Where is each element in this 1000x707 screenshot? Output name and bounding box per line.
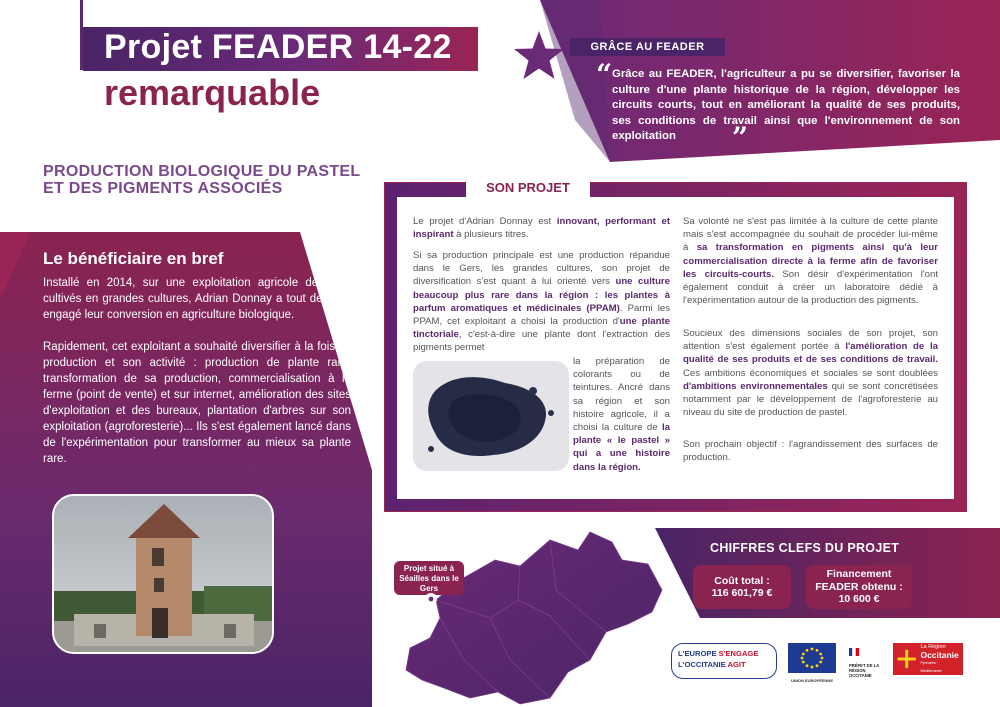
occitanie-map [400,520,690,707]
beneficiary-paragraph-2: Rapidement, cet exploitant a souhaité diversifier à la fois sa production et son activité : production de plante rare, transformation de sa production, commercialisation à la ferme (point de vente) et sur internet, amélioration des sites d'exploitation et des bureaux, plantation d'arbres sur son exploitation (agroforesterie)... Ils s'est également lancé dans de l'expérimentation pour transformer au mieux sa plante rare. [43,341,351,465]
close-quote-icon: ” [732,121,749,154]
son-projet-col2-p3: Son prochain objectif : l'agrandissement des surfaces de production. [683,439,938,464]
feader-funding-label: Financement FEADER obtenu : [815,568,903,593]
son-projet-heading: SON PROJET [466,178,590,198]
feader-funding-value: 10 600 € [838,593,880,606]
son-projet-col2-p1: Sa volonté ne s'est pas limitée à la culture de cette plante mais s'est accompagnée du souhait de procéder lui-même à sa transformation en pigments ainsi qu'à leur commercialisation directe à la ferme afin de favoriser les circuits-courts. Son désir d'expérimentation l'ont également conduit à créer un laboratoire dédié à l'expérimentation autour de la production des pigments. [683,216,938,307]
son-projet-col1-p2: Si sa production principale est une production répandue dans le Gers, les grandes cultures, son projet de diversification s'est quant à lui orienté vers une culture beaucoup plus rare dans la région : les plantes à parfum aromatiques et médicinales (PPAM). Parmi les PPAM, cet exploitant a choisi la production d'une plante tinctoriale, c'est-à-dire une plante dont l'extraction des pigments permet [413,250,670,354]
prefet-logo: PRÉFET DE LA RÉGION OCCITANIE [849,643,883,679]
feader-quote: Grâce au FEADER, l'agriculteur a pu se diversifier, favoriser la culture d'une plante historique de la région, développer les circuits courts, tout en améliorant la qualité de ses produits, ses conditions de travail ainsi que l'environnement de son exploitation [612,68,960,142]
son-projet-col1-wrap: la préparation de colorants ou de teintures. Ancré dans sa région et son histoire agricole, il a choisi la culture de la plante « le pastel » qui a une histoire dans la région. [573,356,670,473]
eu-flag-logo: UNION EUROPÉENNE [788,643,836,679]
map-location-label: Projet situé à Séailles dans le Gers [394,561,464,595]
son-projet-col1-p1: Le projet d'Adrian Donnay est innovant, performant et inspirant à plusieurs titres. [413,216,671,241]
page-title: Projet FEADER 14-22 [104,28,452,66]
son-projet-col2-p2: Soucieux des dimensions sociales de son projet, son attention s'est également portée à l'amélioration de la qualité de ses produits et de ses conditions de travail. Ces ambitions économiques et sociales se sont doublées d'ambitions environnementales qui se sont concrétisées notamment par le développement de l'agroforesterie au niveau du site de production de pastel. [683,328,938,419]
pigment-powder-photo [413,361,569,471]
farm-tower-photo [52,494,274,654]
page-subtitle: remarquable [104,72,321,113]
feader-tag: GRÂCE AU FEADER [570,38,725,56]
europe-occitanie-logo: L'EUROPE S'ENGAGE L'OCCITANIE AGIT [671,643,777,679]
star-icon [512,29,566,83]
location-pin-icon [425,593,437,609]
eu-flag-icon [788,643,836,673]
total-cost-box [693,565,791,609]
total-cost-value: 116 601,79 € [711,587,773,599]
french-flag-icon [849,648,859,656]
feader-funding-box [806,565,912,609]
open-quote-icon: “ [596,58,613,91]
beneficiary-heading: Le bénéficiaire en bref [43,249,224,268]
region-occitanie-logo: La Région Occitanie Pyrénées · Méditerranée [893,643,963,675]
project-title: PRODUCTION BIOLOGIQUE DU PASTEL ET DES PIGMENTS ASSOCIÉS [43,163,361,197]
total-cost-label: Coût total : [714,574,770,587]
key-figures-heading: CHIFFRES CLEFS DU PROJET [710,541,900,555]
occitan-cross-icon [897,649,916,669]
beneficiary-paragraph-1: Installé en 2014, sur une exploitation agricole de 44ha cultivés en grandes cultures, Adrian Donnay a tout de suite engagé leur conversion en agriculture biologique. [43,277,351,321]
